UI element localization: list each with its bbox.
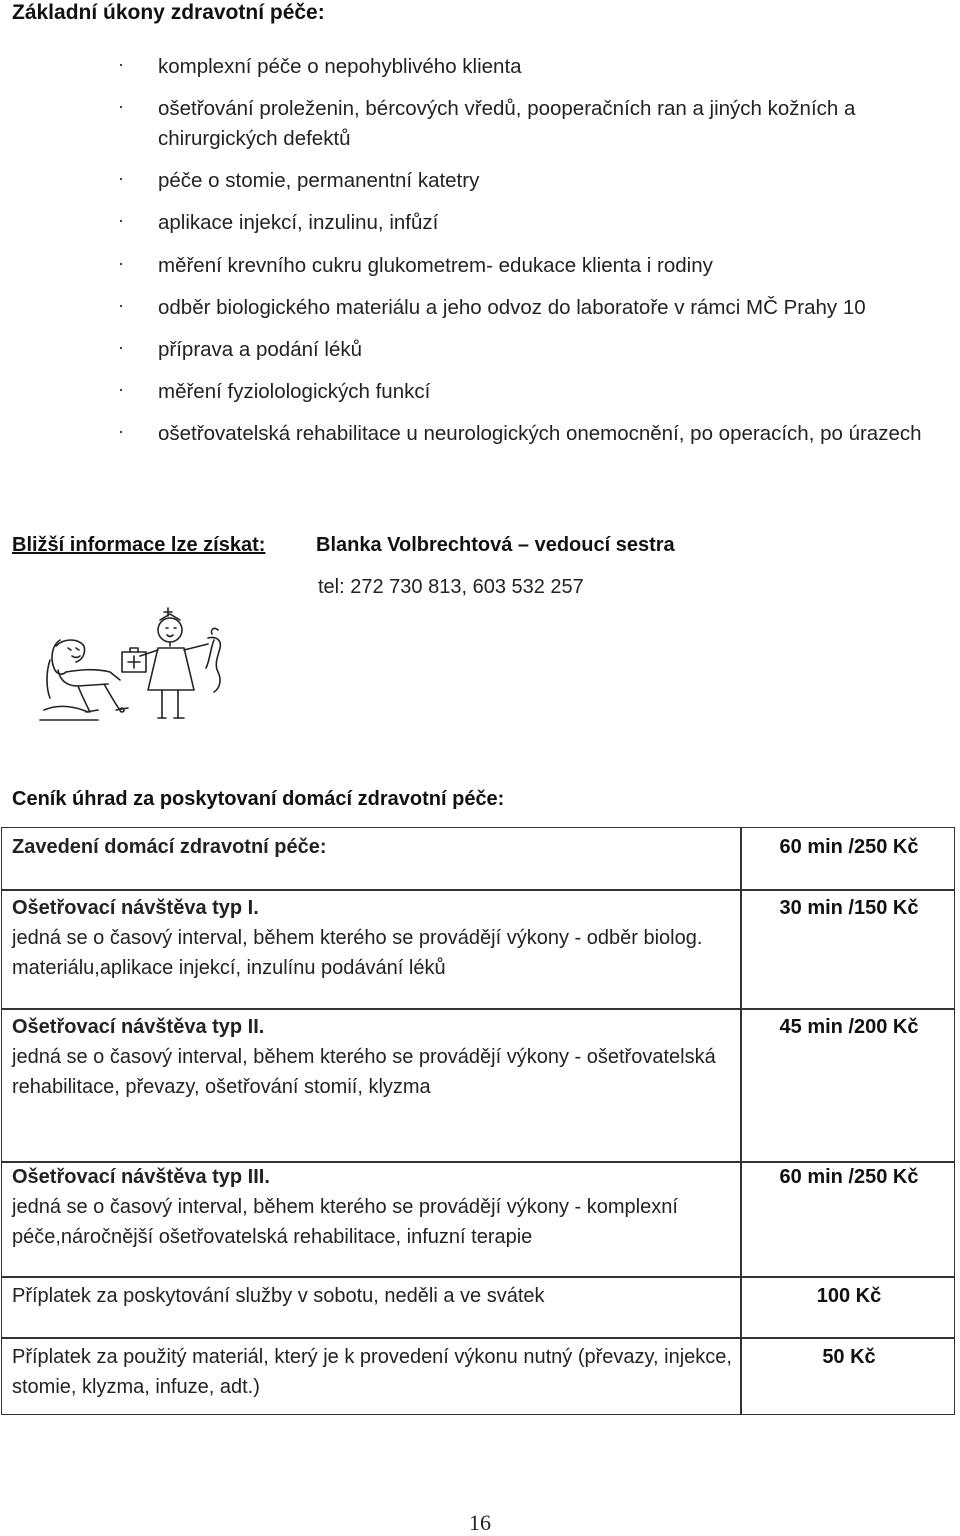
page-heading: Základní úkony zdravotní péče: — [12, 1, 325, 24]
pricelist-title: Ceník úhrad za poskytovaní domácí zdravotní péče: — [12, 788, 505, 810]
row-description — [12, 893, 732, 983]
row-description — [12, 1162, 732, 1252]
service-text: aplikace injekcí, inzulinu, infůzí — [158, 211, 439, 234]
row-price: 60 min /250 Kč — [779, 1166, 919, 1188]
row-description — [12, 1342, 732, 1402]
row-title: Ošetřovací návštěva typ III. — [12, 1166, 270, 1188]
row-title: Ošetřovací návštěva typ I. — [12, 897, 259, 919]
row-price: 30 min /150 Kč — [779, 897, 919, 919]
bullet-icon: · — [118, 253, 124, 273]
bullet-icon: · — [118, 210, 124, 230]
row-title: Ošetřovací návštěva typ II. — [12, 1016, 265, 1038]
service-text: měření fyziolologických funkcí — [158, 380, 431, 403]
nurse-illustration — [38, 600, 238, 725]
bullet-icon: · — [118, 168, 124, 188]
contact-phone: tel: 272 730 813, 603 532 257 — [318, 576, 584, 598]
row-detail: Příplatek za použitý materiál, který je k provedení výkonu nutný (převazy, injekce, stomie, klyzma, infuze, adt.) — [12, 1346, 732, 1398]
bullet-icon: · — [118, 337, 124, 357]
row-price: 60 min /250 Kč — [779, 836, 919, 858]
row-price: 100 Kč — [816, 1285, 882, 1307]
row-title: Zavedení domácí zdravotní péče: — [12, 836, 327, 858]
bullet-icon: · — [118, 379, 124, 399]
price-table — [1, 827, 955, 1415]
row-detail: jedná se o časový interval, během kterého se provádějí výkony - ošetřovatelská rehabilitace, převazy, ošetřování stomií, klyzma — [12, 1046, 716, 1098]
service-text: péče o stomie, permanentní katetry — [158, 169, 480, 192]
table-row-divider — [2, 1276, 954, 1278]
table-row-divider — [2, 1008, 954, 1010]
row-price: 50 Kč — [822, 1346, 876, 1368]
row-description — [12, 1012, 732, 1102]
row-detail: jedná se o časový interval, během kterého se provádějí výkony - odběr biolog. materiálu,aplikace injekcí, inzulínu podávání léků — [12, 927, 703, 979]
service-text: odběr biologického materiálu a jeho odvoz do laboratoře v rámci MČ Prahy 10 — [158, 296, 866, 319]
service-text: ošetřovatelská rehabilitace u neurologických onemocnění, po operacích, po úrazech — [158, 422, 922, 445]
bullet-icon: · — [118, 295, 124, 315]
page-number: 16 — [469, 1510, 491, 1535]
row-description — [12, 832, 732, 862]
bullet-icon: · — [118, 96, 124, 116]
service-text: komplexní péče o nepohyblivého klienta — [158, 55, 522, 78]
contact-name: Blanka Volbrechtová – vedoucí sestra — [316, 534, 675, 556]
service-text: měření krevního cukru glukometrem- edukace klienta i rodiny — [158, 254, 713, 277]
service-text: příprava a podání léků — [158, 338, 362, 361]
row-detail: Příplatek za poskytování služby v sobotu, neděli a ve svátek — [12, 1285, 545, 1307]
row-description — [12, 1281, 732, 1311]
contact-label: Bližší informace lze získat: — [12, 534, 266, 556]
table-row-divider — [2, 889, 954, 891]
row-detail: jedná se o časový interval, během kterého se provádějí výkony - komplexní péče,náročnější ošetřovatelská rehabilitace, infuzní terapie — [12, 1196, 678, 1248]
service-text: ošetřování proleženin, bércových vředů, pooperačních ran a jiných kožních a chirurgických defektů — [158, 97, 856, 150]
row-price: 45 min /200 Kč — [779, 1016, 919, 1038]
bullet-icon: · — [118, 421, 124, 441]
bullet-icon: · — [118, 54, 124, 74]
table-row-divider — [2, 1337, 954, 1339]
